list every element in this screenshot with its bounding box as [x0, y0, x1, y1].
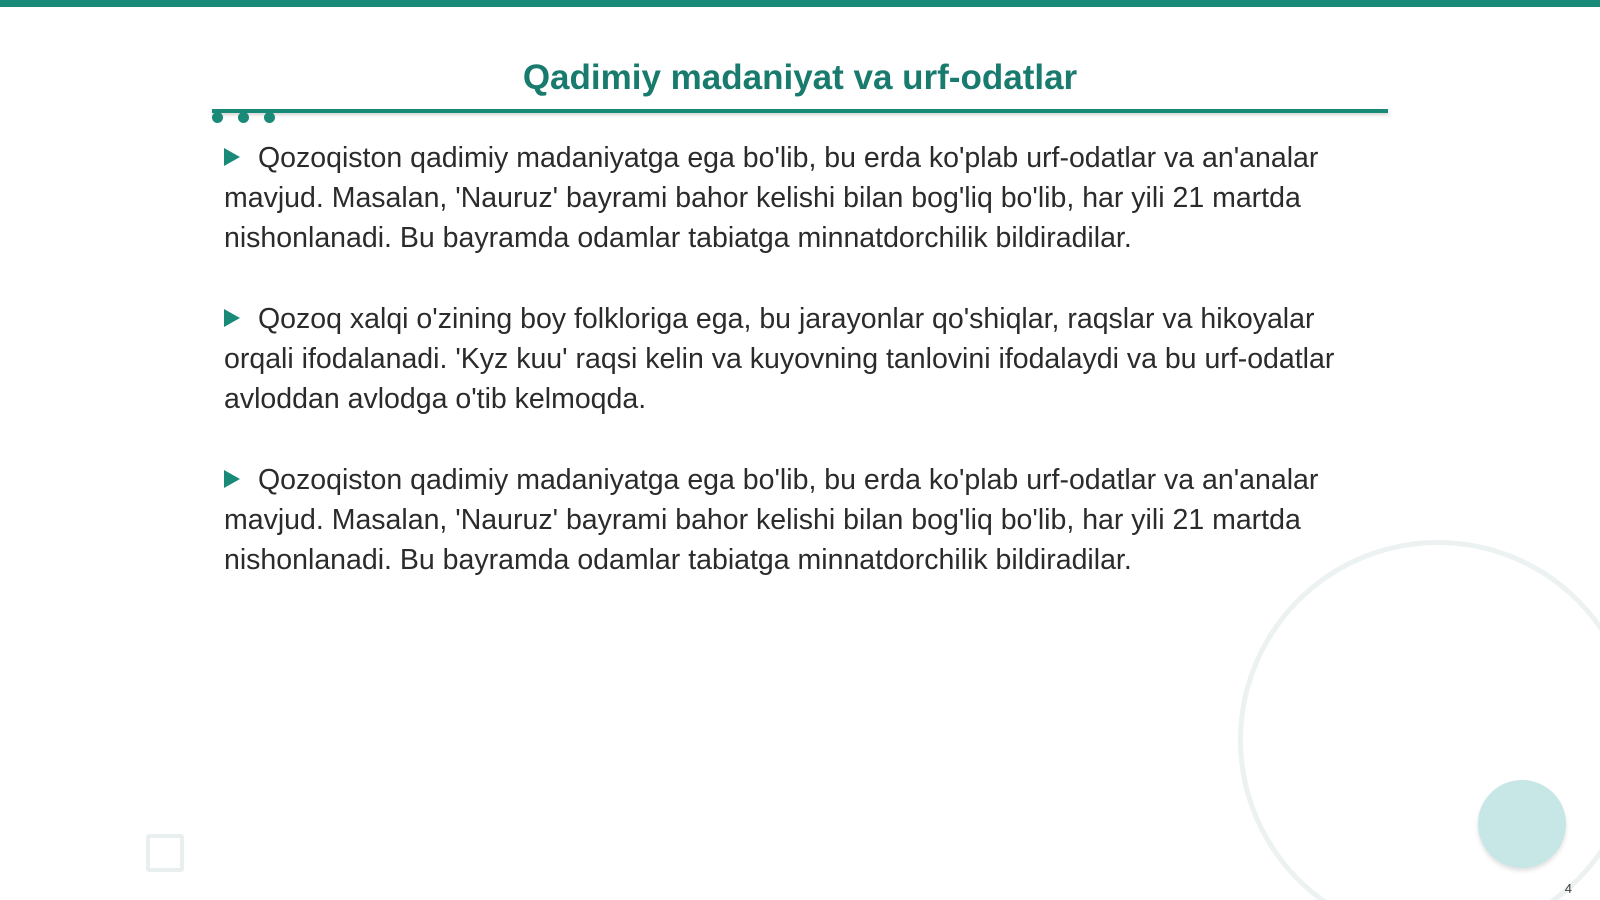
top-accent-bar — [0, 0, 1600, 7]
decorative-square — [146, 834, 184, 872]
slide-title: Qadimiy madaniyat va urf-odatlar — [522, 58, 1078, 97]
page-number: 4 — [1564, 881, 1572, 896]
triangle-right-icon — [224, 470, 240, 488]
decorative-dot — [264, 112, 275, 123]
decorative-circle — [1478, 780, 1566, 868]
bullet-text: Qozoqiston qadimiy madaniyatga ega bo'lib, bu erda ko'plab urf-odatlar va an'analar mavjud. Masalan, 'Nauruz' bayrami bahor kelishi bilan bog'liq bo'lib, har yili 21 martda nishonlanadi. Bu bayramda odamlar tabiatga minnatdorchilik bildiradilar. — [224, 464, 1319, 576]
bullet-item — [224, 138, 1374, 258]
triangle-right-icon — [224, 309, 240, 327]
bullet-list — [224, 138, 1374, 621]
decorative-dot — [212, 112, 223, 123]
bullet-item — [224, 460, 1374, 580]
decorative-dot — [238, 112, 249, 123]
bullet-text: Qozoqiston qadimiy madaniyatga ega bo'lib, bu erda ko'plab urf-odatlar va an'analar mavjud. Masalan, 'Nauruz' bayrami bahor kelishi bilan bog'liq bo'lib, har yili 21 martda nishonlanadi. Bu bayramda odamlar tabiatga minnatdorchilik bildiradilar. — [224, 142, 1319, 254]
bullet-item — [224, 299, 1374, 419]
title-underline — [212, 109, 1388, 113]
triangle-right-icon — [224, 148, 240, 166]
bullet-text: Qozoq xalqi o'zining boy folkloriga ega, bu jarayonlar qo'shiqlar, raqslar va hikoyalar orqali ifodalanadi. 'Kyz kuu' raqsi kelin va kuyovning tanlovini ifodalaydi va bu urf-odatlar avloddan avlodga o'tib kelmoqda. — [224, 303, 1335, 415]
